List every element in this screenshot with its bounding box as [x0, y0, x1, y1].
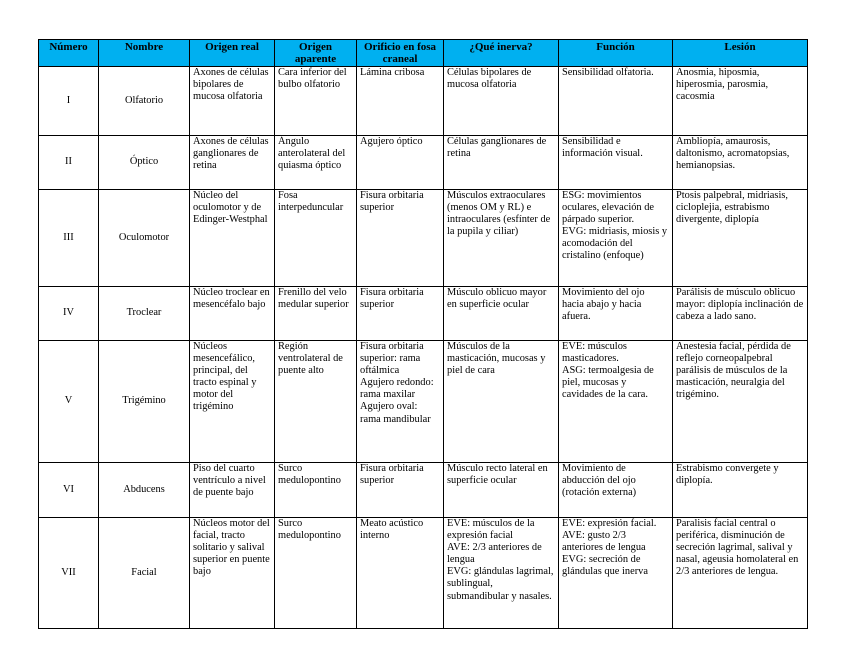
cell-origen-real: Núcleos mesencefálico, principal, del tracto espinal y motor del trigémino — [190, 341, 275, 463]
cell-funcion: EVE: músculos masticadores. ASG: termoalgesia de piel, mucosas y cavidades de la cara. — [559, 341, 673, 463]
cell-inerva: Músculos de la masticación, mucosas y piel de cara — [444, 341, 559, 463]
cell-origen-aparente: Surco medulopontino — [275, 518, 357, 629]
header-orificio: Orificio en fosa craneal — [357, 40, 444, 67]
cell-numero: II — [39, 136, 99, 190]
cell-origen-real: Piso del cuarto ventrículo a nivel de puente bajo — [190, 463, 275, 518]
cell-origen-aparente: Surco medulopontino — [275, 463, 357, 518]
cell-inerva: Células ganglionares de retina — [444, 136, 559, 190]
cell-nombre: Abducens — [99, 463, 190, 518]
header-funcion: Función — [559, 40, 673, 67]
cell-funcion: ESG: movimientos oculares, elevación de párpado superior. EVG: midriasis, miosis y acomodación del cristalino (enfoque) — [559, 190, 673, 287]
cell-lesion: Anestesia facial, pérdida de reflejo corneopalpebral parálisis de músculos de la masticación, neuralgia del trigémino. — [673, 341, 808, 463]
cell-origen-real: Axones de células bipolares de mucosa olfatoria — [190, 67, 275, 136]
cell-inerva: Células bipolares de mucosa olfatoria — [444, 67, 559, 136]
cell-numero: VI — [39, 463, 99, 518]
cell-funcion: EVE: expresión facial. AVE: gusto 2/3 anteriores de lengua EVG: secreción de glándulas que inerva — [559, 518, 673, 629]
cell-origen-aparente: Región ventrolateral de puente alto — [275, 341, 357, 463]
cranial-nerves-table — [38, 39, 808, 629]
cell-nombre: Trigémino — [99, 341, 190, 463]
header-nombre: Nombre — [99, 40, 190, 67]
cell-origen-real: Axones de células ganglionares de retina — [190, 136, 275, 190]
cell-numero: VII — [39, 518, 99, 629]
header-lesion: Lesión — [673, 40, 808, 67]
cell-orificio: Lámina cribosa — [357, 67, 444, 136]
cell-origen-aparente: Ángulo anterolateral del quiasma óptico — [275, 136, 357, 190]
table-row — [39, 67, 808, 136]
cell-funcion: Sensibilidad e información visual. — [559, 136, 673, 190]
cell-numero: V — [39, 341, 99, 463]
cell-numero: III — [39, 190, 99, 287]
cell-origen-aparente: Frenillo del velo medular superior — [275, 287, 357, 341]
cell-nombre: Oculomotor — [99, 190, 190, 287]
cell-lesion: Parálisis de músculo oblicuo mayor: diplopía inclinación de cabeza a lado sano. — [673, 287, 808, 341]
cell-origen-real: Núcleo del oculomotor y de Edinger-Westphal — [190, 190, 275, 287]
cell-lesion: Estrabismo convergete y diplopía. — [673, 463, 808, 518]
table-row — [39, 287, 808, 341]
table-row — [39, 136, 808, 190]
header-inerva: ¿Qué inerva? — [444, 40, 559, 67]
cell-orificio: Agujero óptico — [357, 136, 444, 190]
cell-numero: I — [39, 67, 99, 136]
table-row — [39, 518, 808, 629]
cell-numero: IV — [39, 287, 99, 341]
header-numero: Número — [39, 40, 99, 67]
cell-funcion: Movimiento del ojo hacia abajo y hacia afuera. — [559, 287, 673, 341]
cell-inerva: EVE: músculos de la expresión facial AVE: 2/3 anteriores de lengua EVG: glándulas lagrimal, sublingual, submandibular y nasales. — [444, 518, 559, 629]
cell-nombre: Olfatorio — [99, 67, 190, 136]
cell-origen-real: Núcleo troclear en mesencéfalo bajo — [190, 287, 275, 341]
cell-lesion: Paralisis facial central o periférica, disminución de secreción lagrimal, salival y nasal, ageusia homolateral en 2/3 anteriores de lengua. — [673, 518, 808, 629]
cell-inerva: Músculos extraoculares (menos OM y RL) e intraoculares (esfínter de la pupila y ciliar) — [444, 190, 559, 287]
cell-orificio: Fisura orbitaria superior — [357, 287, 444, 341]
cell-orificio: Fisura orbitaria superior: rama oftálmica Agujero redondo: rama maxilar Agujero oval: rama mandibular — [357, 341, 444, 463]
cell-orificio: Meato acústico interno — [357, 518, 444, 629]
cell-nombre: Óptico — [99, 136, 190, 190]
cell-orificio: Fisura orbitaria superior — [357, 190, 444, 287]
table-row — [39, 463, 808, 518]
cell-orificio: Fisura orbitaria superior — [357, 463, 444, 518]
table-row — [39, 341, 808, 463]
cell-inerva: Músculo recto lateral en superficie ocular — [444, 463, 559, 518]
header-row — [39, 40, 808, 67]
cell-lesion: Ambliopía, amaurosis, daltonismo, acromatopsias, hemianopsias. — [673, 136, 808, 190]
cell-lesion: Ptosis palpebral, midriasis, cicloplejia, estrabismo divergente, diplopía — [673, 190, 808, 287]
cell-funcion: Movimiento de abducción del ojo (rotación externa) — [559, 463, 673, 518]
cell-nombre: Facial — [99, 518, 190, 629]
table-row — [39, 190, 808, 287]
cell-nombre: Troclear — [99, 287, 190, 341]
cell-origen-aparente: Cara inferior del bulbo olfatorio — [275, 67, 357, 136]
cell-origen-real: Núcleos motor del facial, tracto solitario y salival superior en puente bajo — [190, 518, 275, 629]
cell-funcion: Sensibilidad olfatoria. — [559, 67, 673, 136]
cell-inerva: Músculo oblicuo mayor en superficie ocular — [444, 287, 559, 341]
header-origen-aparente: Origen aparente — [275, 40, 357, 67]
cell-origen-aparente: Fosa interpeduncular — [275, 190, 357, 287]
cell-lesion: Anosmia, hiposmia, hiperosmia, parosmia, cacosmia — [673, 67, 808, 136]
header-origen-real: Origen real — [190, 40, 275, 67]
